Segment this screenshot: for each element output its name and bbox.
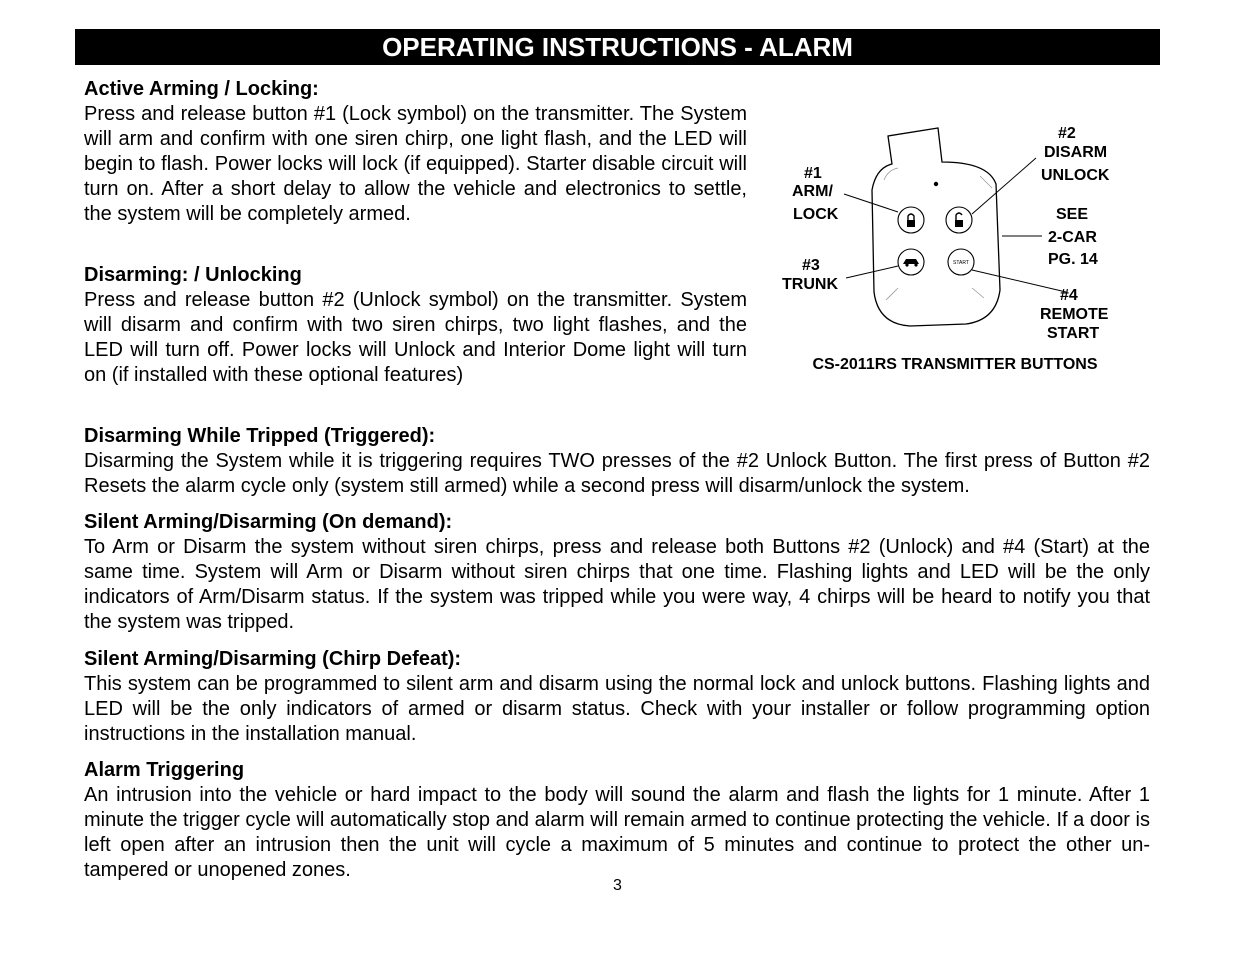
start-button-label: START: [953, 260, 969, 266]
section-chirp-defeat: [84, 647, 1150, 747]
section-body: An intrusion into the vehicle or hard impact to the body will sound the alarm and flash the lights for 1 minute. After 1 minute the trigger cycle will automatically stop and alarm will remain armed to continue protecting the vehicle. If a door is left open after an intrusion then the unit will cycle a maximum of 5 minutes and continue to protect the other un-tampered or unopened zones.: [84, 784, 1150, 881]
section-disarming: [84, 263, 747, 388]
label-button-3-trunk: TRUNK: [782, 276, 838, 293]
start-button[interactable]: [948, 249, 974, 275]
led-indicator: [934, 182, 938, 186]
page-number: 3: [613, 877, 622, 894]
label-2-car: 2-CAR: [1048, 229, 1097, 246]
trunk-button[interactable]: [898, 249, 924, 275]
remote-body: [872, 128, 1000, 326]
section-heading: Silent Arming/Disarming (On demand):: [84, 511, 453, 533]
label-button-2-number: #2: [1058, 125, 1076, 142]
label-page-ref: PG. 14: [1048, 251, 1098, 268]
lock-icon: [907, 220, 915, 227]
section-body: This system can be programmed to silent arm and disarm using the normal lock and unlock buttons. Flashing lights and LED will be the only indicators of armed or disarm status. Check with your installer or follow programming option instructions in the installation manual.: [84, 673, 1150, 745]
label-button-2-unlock: UNLOCK: [1041, 167, 1110, 184]
transmitter-figure: [770, 120, 1150, 380]
section-body: Disarming the System while it is triggering requires TWO presses of the #2 Unlock Button. The first press of Button #2 Resets the alarm cycle only (system still armed) while a second press will disarm/unlock the system.: [84, 450, 1150, 497]
unlock-icon: [955, 220, 963, 227]
figure-caption: CS-2011RS TRANSMITTER BUTTONS: [812, 356, 1098, 373]
section-heading: Disarming: / Unlocking: [84, 264, 302, 286]
unlock-button[interactable]: [946, 207, 972, 233]
page-title: OPERATING INSTRUCTIONS - ALARM: [75, 29, 1160, 65]
label-button-1-arm: ARM/: [792, 183, 833, 200]
section-body: To Arm or Disarm the system without siren chirps, press and release both Buttons #2 (Unlock) and #4 (Start) at the same time. System will Arm or Disarm without siren chirps that one time. Flashing lights and LED will be the only indicators of Arm/Disarm status. If the system was tripped while you were way, 4 chirps will be heard to notify you that the system was tripped.: [84, 536, 1150, 633]
section-heading: Disarming While Tripped (Triggered):: [84, 425, 436, 447]
label-button-1-lock: LOCK: [793, 206, 839, 223]
label-button-4-remote: REMOTE: [1040, 306, 1109, 323]
label-button-1-number: #1: [804, 165, 822, 182]
section-silent-on-demand: [84, 510, 1150, 635]
section-heading: Silent Arming/Disarming (Chirp Defeat):: [84, 648, 462, 670]
section-heading: Active Arming / Locking:: [84, 78, 319, 100]
section-active-arming: [84, 77, 747, 227]
label-button-3-number: #3: [802, 257, 820, 274]
section-body: Press and release button #1 (Lock symbol) on the transmitter. The System will arm and confirm with one siren chirp, one light flash, and the LED will begin to flash. Power locks will lock (if equipped). Starter disable circuit will turn on. After a short delay to allow the vehicle and electronics to settle, the system will be completely armed.: [84, 103, 747, 225]
lock-button[interactable]: [898, 207, 924, 233]
label-button-4-number: #4: [1060, 287, 1078, 304]
section-heading: Alarm Triggering: [84, 759, 245, 781]
section-alarm-triggering: [84, 758, 1150, 883]
section-body: Press and release button #2 (Unlock symbol) on the transmitter. System will disarm and confirm with two siren chirps, two light flashes, and the LED will turn off. Power locks will Unlock and Interior Dome light will turn on (if installed with these optional features): [84, 289, 747, 386]
label-button-2-disarm: DISARM: [1044, 144, 1108, 161]
label-see: SEE: [1056, 206, 1089, 223]
section-disarming-tripped: [84, 424, 1150, 499]
label-button-4-start: START: [1047, 325, 1100, 342]
